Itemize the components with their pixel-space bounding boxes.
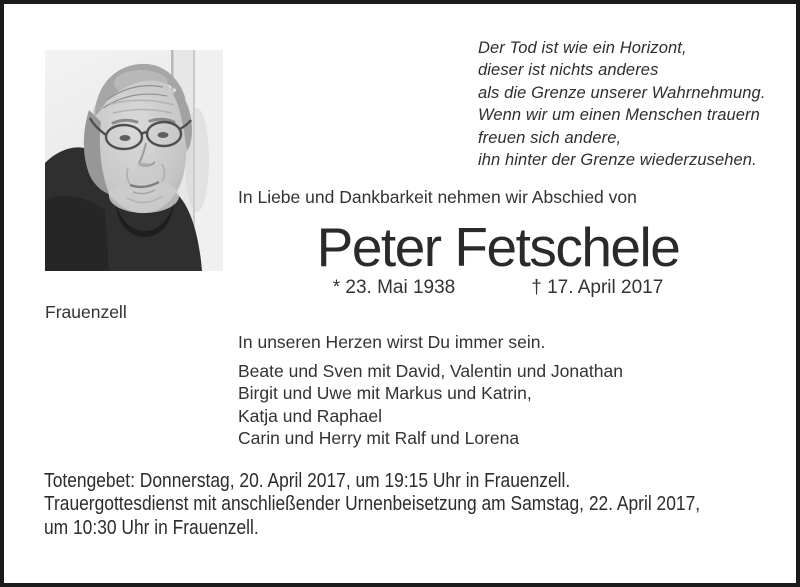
mourner-line: Birgit und Uwe mit Markus und Katrin,: [238, 383, 532, 404]
epigraph: [478, 37, 766, 171]
death-date: † 17. April 2017: [531, 277, 664, 298]
mourner-line: Carin und Herry mit Ralf und Lorena: [238, 428, 520, 449]
mourners-list: [238, 360, 623, 450]
service-line: Trauergottesdienst mit anschließender Urnenbeisetzung am Samstag, 22. April 2017,: [44, 493, 701, 516]
farewell-intro: In Liebe und Dankbarkeit nehmen wir Abschied von: [238, 187, 637, 207]
epigraph-line: freuen sich andere,: [478, 128, 622, 147]
mourner-line: Beate und Sven mit David, Valentin und Jonathan: [238, 361, 623, 381]
service-line: um 10:30 Uhr in Frauenzell.: [44, 516, 259, 539]
epigraph-line: Wenn wir um einen Menschen trauern: [478, 106, 760, 125]
epigraph-line: ihn hinter der Grenze wiederzusehen.: [478, 151, 757, 170]
epigraph-line: dieser ist nichts anderes: [478, 61, 659, 80]
motto: In unseren Herzen wirst Du immer sein.: [238, 332, 546, 352]
mourner-line: Katja und Raphael: [238, 405, 382, 426]
epigraph-line: Der Tod ist wie ein Horizont,: [478, 39, 687, 57]
life-dates: [238, 277, 758, 299]
portrait-photo-graphic: [45, 50, 223, 271]
service-line: Totengebet: Donnerstag, 20. April 2017, um 19:15 Uhr in Frauenzell.: [44, 470, 571, 492]
deceased-name: Peter Fetschele: [316, 216, 680, 278]
birth-date: * 23. Mai 1938: [332, 277, 456, 298]
service-announcements: [44, 470, 792, 540]
epigraph-line: als die Grenze unserer Wahrnehmung.: [478, 83, 766, 102]
residence: Frauenzell: [45, 302, 127, 322]
portrait-photo: [45, 50, 223, 271]
